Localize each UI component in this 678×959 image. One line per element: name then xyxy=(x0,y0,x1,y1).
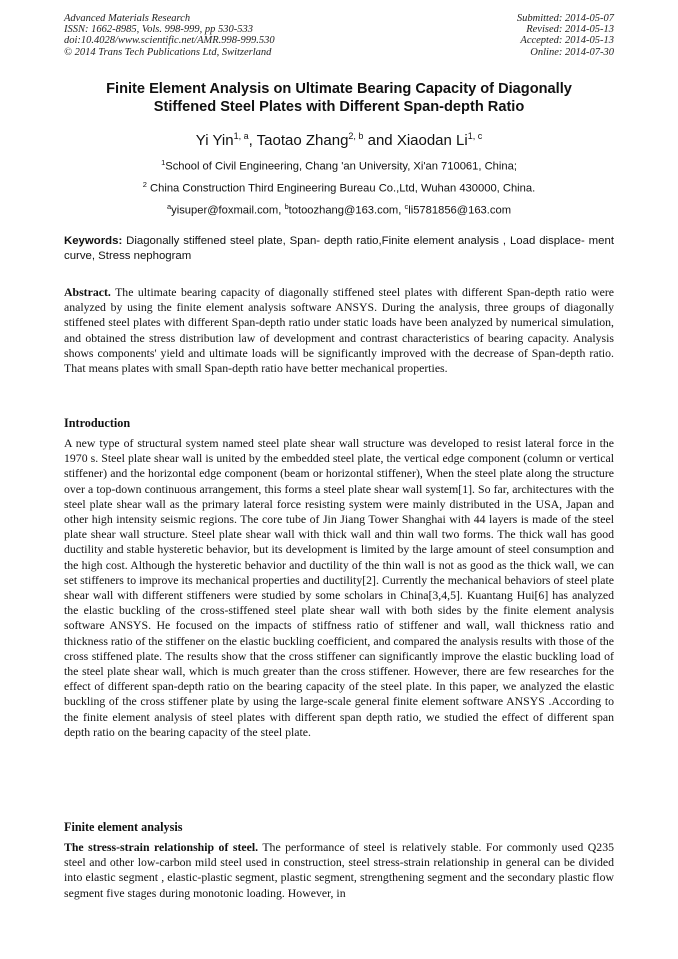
online-date: Online: 2014-07-30 xyxy=(530,46,614,58)
email-a: yisuper@foxmail.com, xyxy=(171,204,285,217)
journal-info xyxy=(64,13,275,58)
copyright-line: © 2014 Trans Tech Publications Ltd, Switzerland xyxy=(64,46,272,58)
author-emails xyxy=(0,200,678,218)
affiliation-1-sup: 1 xyxy=(161,158,166,167)
author-sep-2: and xyxy=(363,132,397,149)
email-b-sup: b xyxy=(284,202,289,211)
paper-title xyxy=(50,80,628,116)
author-sep-1: , xyxy=(248,132,257,149)
title-line-2: Stiffened Steel Plates with Different Span-depth Ratio xyxy=(153,99,525,115)
submission-dates xyxy=(517,13,614,58)
affiliation-2-text: China Construction Third Engineering Bureau Co.,Ltd, Wuhan 430000, China. xyxy=(146,182,536,195)
abstract-text: The ultimate bearing capacity of diagonally stiffened steel plates with different Span-depth ratio were analyzed by using the finite element analysis software ANSYS. During the analysis, three groups of diagonally stiffened steel plates with different Span-depth ratio under static loads have been analyzed by numerical simulation, and obtained the stress distribution law of development and contrast characteristics of bearing capacity. Analysis shows components' yield and ultimate loads will be significantly improved with the decrease of Span-depth ratio. That means plates with small Span-depth ratio have better mechanical properties. xyxy=(64,285,614,376)
keywords-text: Diagonally stiffened steel plate, Span- depth ratio,Finite element analysis , Load displace- ment curve, Stress nephogram xyxy=(64,235,614,262)
abstract xyxy=(64,285,614,376)
revised-date: Revised: 2014-05-13 xyxy=(526,24,614,36)
issn-line: ISSN: 1662-8985, Vols. 998-999, pp 530-533 xyxy=(64,24,253,36)
author-list xyxy=(0,126,678,151)
accepted-date: Accepted: 2014-05-13 xyxy=(520,35,614,47)
email-a-sup: a xyxy=(166,202,172,211)
email-c: li5781856@163.com xyxy=(408,204,512,217)
affiliation-1 xyxy=(0,156,678,174)
fea-paragraph xyxy=(64,840,614,901)
introduction-paragraph: A new type of structural system named steel plate shear wall structure was developed to resist lateral force in the 1970 s. Steel plate shear wall is united by the embedded steel plate, the vertical edge component (column or vertical stiffener) and the horizontal edge component (beam or horizontal stiffener), When the steel plate along the structure over a top-down continuous arrangement, this forms a steel plate shear wall system[1]. So far, architectures with the steel plate shear wall as the primary lateral force resisting system were mainly distributed in the USA, Japan and other high intensity seismic regions. The core tube of Jin Jiang Tower Shanghai with 44 layers is made of the steel plate shear wall structure. Steel plate shear wall with thick wall and thin wall two forms. The thick wall has good ductility and stable hysteretic behavior, but its development is limited by the large amount of steel consumption and the high cost. Although the hysteretic behavior and ductility of the thin wall is not as good as the thick wall, we can set stiffeners to improve its mechanical properties and ductility[2]. Currently the mechanical behaviors of steel plate shear wall with different stiffeners were studied by some scholars in China[3,4,5]. Kuantang Hui[6] has analyzed the elastic buckling of the cross-stiffened steel plate shear wall with both sides by the finite element analysis software ANSYS. He focused on the impacts of stiffness ratio of stiffener and wall, wall thickness ratio and thickness ratio of the stiffener on the elastic buckling coefficient, and compared the analysis results with those of the cross stiffened plate. The results show that the cross stiffener can significantly improve the elastic buckling load of the steel plate shear wall, which is much greater than the cross stiffener. However, there are few researches for the effect of different span-depth ratio on the bearing capacity of the steel plate. In this paper, we analyzed the elastic buckling of the cross stiffener plate by using the large-scale general finite element software ANSYS .According to the finite element analysis of steel plates with different span depth ratio, we studied the effect of different span depth ratio on the bearing capacity of the steel plate. xyxy=(64,436,614,739)
doi-line: doi:10.4028/www.scientific.net/AMR.998-999.530 xyxy=(64,35,275,47)
submitted-date: Submitted: 2014-05-07 xyxy=(516,13,614,24)
author-1: Yi Yin xyxy=(195,132,234,149)
journal-name: Advanced Materials Research xyxy=(64,13,191,24)
fea-text: The performance of steel is relatively stable. For commonly used Q235 steel and other low-carbon mild steel used in construction, steel stress-strain relationship in general can be divided into elastic segment , elastic-plastic segment, plastic segment, strengthening segment and the secondary plastic flow segment five stages during monotonic loading. However, in xyxy=(64,840,614,900)
keywords-label: Keywords: xyxy=(64,235,123,247)
author-2: Taotao Zhang xyxy=(256,132,349,149)
keywords xyxy=(64,234,614,264)
affiliation-2 xyxy=(0,178,678,196)
introduction-heading: Introduction xyxy=(64,416,131,430)
fea-heading: Finite element analysis xyxy=(64,820,183,834)
affiliation-2-sup: 2 xyxy=(142,180,147,189)
fea-lead: The stress-strain relationship of steel. xyxy=(64,840,259,854)
abstract-label: Abstract. xyxy=(64,285,111,299)
email-b: totoozhang@163.com, xyxy=(288,204,405,217)
author-3: Xiaodan Li xyxy=(396,132,468,149)
title-line-1: Finite Element Analysis on Ultimate Bearing Capacity of Diagonally xyxy=(106,81,572,97)
author-2-sup: 2, b xyxy=(348,131,364,141)
affiliation-1-text: School of Civil Engineering, Chang 'an University, Xi'an 710061, China; xyxy=(165,160,517,173)
author-1-sup: 1, a xyxy=(233,131,249,141)
author-3-sup: 1, c xyxy=(467,131,483,141)
email-c-sup: c xyxy=(404,202,409,211)
